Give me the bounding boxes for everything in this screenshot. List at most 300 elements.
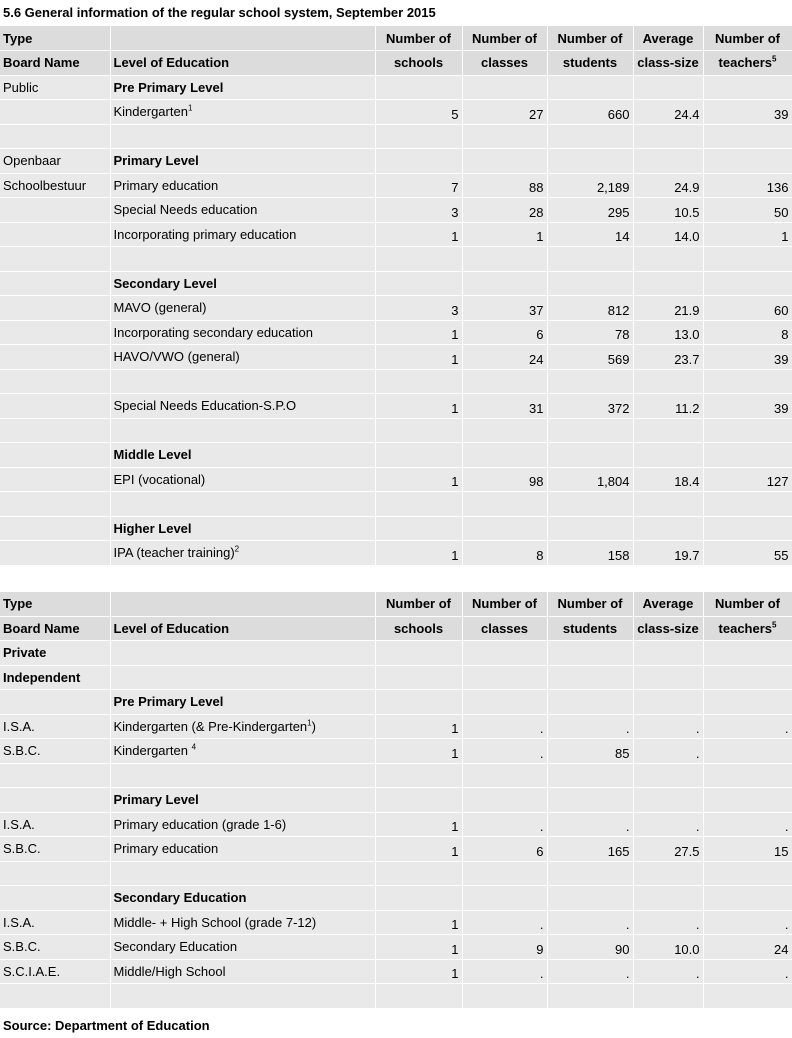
cell-average-class-size: 24.9 [633,173,703,198]
footnote-marker: 4 [191,742,197,752]
cell-average-class-size [633,149,703,174]
cell-average-class-size: . [633,812,703,837]
cell-teachers: 60 [703,296,792,321]
table-row [0,665,792,690]
table-row [0,369,792,394]
cell-schools: 1 [375,541,462,566]
cell-level-of-education [110,369,375,394]
cell-board-name [0,492,110,517]
table-row [0,247,792,272]
cell-average-class-size: 21.9 [633,296,703,321]
cell-schools: 1 [375,959,462,984]
cell-average-class-size [633,492,703,517]
footnote-marker: 2 [234,544,240,554]
cell-teachers: . [703,714,792,739]
header-row-1 [0,26,792,51]
cell-schools [375,788,462,813]
level-label: Incorporating primary education [113,226,297,242]
cell-schools: 1 [375,394,462,419]
cell-level-of-education [110,886,375,911]
header-teachers-footnote: 5 [772,620,777,630]
cell-schools [375,984,462,1009]
cell-schools: 1 [375,812,462,837]
cell-schools: 1 [375,222,462,247]
cell-students: 569 [547,345,633,370]
level-label: Middle Level [113,447,192,463]
cell-schools: 1 [375,714,462,739]
table-row [0,222,792,247]
cell-level-of-education [110,788,375,813]
cell-level-of-education [110,935,375,960]
cell-students: 372 [547,394,633,419]
cell-average-class-size: 11.2 [633,394,703,419]
header-level: Level of Education [110,616,375,641]
cell-students: 295 [547,198,633,223]
table-row [0,394,792,419]
cell-classes [462,763,547,788]
public-table [0,26,792,566]
cell-teachers [703,641,792,666]
cell-average-class-size [633,690,703,715]
cell-board-name [0,418,110,443]
level-label: Kindergarten (& Pre-Kindergarten [113,718,308,734]
header-students-bottom: students [547,51,633,76]
table-row [0,959,792,984]
cell-teachers: 50 [703,198,792,223]
cell-average-class-size: . [633,714,703,739]
cell-classes [462,984,547,1009]
level-label: HAVO/VWO (general) [113,349,240,365]
cell-schools [375,369,462,394]
cell-average-class-size: 24.4 [633,100,703,125]
cell-board-name [0,271,110,296]
level-label: Special Needs Education-S.P.O [113,398,297,414]
cell-schools: 1 [375,739,462,764]
cell-students [547,984,633,1009]
header-avg-bottom: class-size [633,616,703,641]
cell-students [547,516,633,541]
cell-students: . [547,959,633,984]
cell-average-class-size: 27.5 [633,837,703,862]
cell-average-class-size [633,369,703,394]
cell-teachers [703,516,792,541]
cell-students [547,124,633,149]
cell-classes [462,443,547,468]
cell-students: 2,189 [547,173,633,198]
cell-teachers: 55 [703,541,792,566]
cell-level-of-education [110,296,375,321]
header-teachers-top: Number of [703,26,792,51]
table-row [0,541,792,566]
cell-board-name [0,345,110,370]
cell-students: 78 [547,320,633,345]
table-row [0,812,792,837]
header-teachers-footnote: 5 [772,54,777,64]
cell-level-of-education [110,641,375,666]
level-label: Primary Level [113,153,199,169]
cell-students [547,763,633,788]
cell-classes: 31 [462,394,547,419]
cell-classes: 37 [462,296,547,321]
level-label: IPA (teacher training) [113,545,235,561]
header-board-name: Board Name [0,51,110,76]
cell-schools [375,75,462,100]
level-label: Higher Level [113,520,192,536]
cell-classes: . [462,812,547,837]
table-row [0,984,792,1009]
cell-teachers: . [703,910,792,935]
header-row-2 [0,616,792,641]
cell-teachers [703,861,792,886]
cell-schools [375,516,462,541]
tables-container [0,26,792,1009]
cell-average-class-size [633,516,703,541]
cell-schools [375,271,462,296]
cell-average-class-size [633,75,703,100]
cell-level-of-education [110,418,375,443]
page-title: 5.6 General information of the regular school system, September 2015 [3,5,436,20]
cell-teachers [703,443,792,468]
cell-level-of-education [110,516,375,541]
header-teachers-label: teachers [718,55,773,71]
cell-schools: 1 [375,837,462,862]
cell-level-of-education [110,959,375,984]
table-row [0,714,792,739]
cell-teachers [703,984,792,1009]
cell-board-name [0,886,110,911]
table-row [0,75,792,100]
cell-teachers: . [703,959,792,984]
cell-schools [375,690,462,715]
cell-schools: 5 [375,100,462,125]
table-row [0,100,792,125]
table-row [0,296,792,321]
cell-schools [375,665,462,690]
header-teachers-bottom [703,51,792,76]
table-row [0,788,792,813]
level-label: EPI (vocational) [113,471,206,487]
cell-teachers: 39 [703,345,792,370]
cell-teachers [703,492,792,517]
cell-level-of-education [110,492,375,517]
cell-teachers: 8 [703,320,792,345]
cell-schools: 1 [375,910,462,935]
cell-level-of-education [110,247,375,272]
cell-schools: 7 [375,173,462,198]
cell-teachers [703,149,792,174]
cell-teachers [703,247,792,272]
cell-teachers: 24 [703,935,792,960]
header-type: Type [0,26,110,51]
cell-students: 660 [547,100,633,125]
cell-board-name [0,467,110,492]
cell-level-of-education [110,320,375,345]
header-board-name: Board Name [0,616,110,641]
cell-classes [462,641,547,666]
cell-board-name [0,541,110,566]
cell-classes: . [462,739,547,764]
header-students-bottom: students [547,616,633,641]
cell-teachers [703,271,792,296]
table-row [0,124,792,149]
cell-classes [462,369,547,394]
cell-students: . [547,714,633,739]
cell-schools [375,247,462,272]
cell-classes: 9 [462,935,547,960]
header-blank [110,26,375,51]
table-row [0,345,792,370]
cell-level-of-education [110,837,375,862]
source-note: Source: Department of Education [3,1018,210,1033]
cell-classes [462,886,547,911]
table-row [0,641,792,666]
table-row [0,690,792,715]
cell-level-of-education [110,861,375,886]
level-label: Middle- + High School (grade 7-12) [113,914,317,930]
cell-students [547,369,633,394]
cell-level-of-education [110,690,375,715]
table-row [0,320,792,345]
cell-board-name: S.B.C. [0,837,110,862]
table-row [0,467,792,492]
cell-classes [462,516,547,541]
cell-schools: 3 [375,198,462,223]
cell-level-of-education [110,222,375,247]
header-schools-bottom: schools [375,616,462,641]
cell-schools [375,641,462,666]
cell-classes: 98 [462,467,547,492]
cell-schools [375,149,462,174]
header-classes-bottom: classes [462,51,547,76]
table-gap [0,566,792,592]
cell-board-name: S.C.I.A.E. [0,959,110,984]
cell-level-of-education [110,443,375,468]
cell-board-name [0,100,110,125]
cell-level-of-education [110,198,375,223]
cell-teachers: 127 [703,467,792,492]
private-table [0,592,792,1009]
cell-classes [462,665,547,690]
cell-average-class-size [633,984,703,1009]
cell-board-name [0,198,110,223]
cell-schools: 1 [375,935,462,960]
cell-teachers [703,739,792,764]
cell-students: 90 [547,935,633,960]
cell-classes: . [462,959,547,984]
footnote-marker: 1 [187,103,193,113]
level-label: Special Needs education [113,202,258,218]
cell-students: 1,804 [547,467,633,492]
cell-classes [462,861,547,886]
level-label: Primary education (grade 1-6) [113,816,287,832]
level-label: Kindergarten [113,104,188,120]
cell-classes: . [462,714,547,739]
header-schools-top: Number of [375,592,462,617]
header-row-1 [0,592,792,617]
cell-students [547,271,633,296]
header-schools-bottom: schools [375,51,462,76]
cell-schools [375,763,462,788]
cell-level-of-education [110,739,375,764]
cell-average-class-size: 10.5 [633,198,703,223]
cell-classes: . [462,910,547,935]
cell-average-class-size [633,788,703,813]
cell-level-of-education [110,910,375,935]
cell-teachers [703,369,792,394]
cell-board-name: Schoolbestuur [0,173,110,198]
cell-board-name: Public [0,75,110,100]
level-label: Secondary Level [113,275,217,291]
footnote-marker: 1 [307,718,312,728]
cell-teachers [703,886,792,911]
cell-level-of-education [110,394,375,419]
header-teachers-bottom [703,616,792,641]
cell-average-class-size [633,886,703,911]
cell-students: . [547,812,633,837]
cell-board-name [0,861,110,886]
cell-classes [462,247,547,272]
cell-schools: 1 [375,467,462,492]
header-level: Level of Education [110,51,375,76]
cell-average-class-size [633,763,703,788]
cell-board-name [0,369,110,394]
cell-average-class-size: 10.0 [633,935,703,960]
cell-level-of-education [110,124,375,149]
cell-average-class-size [633,418,703,443]
cell-students [547,788,633,813]
table-row [0,198,792,223]
cell-board-name: S.B.C. [0,739,110,764]
cell-students: 812 [547,296,633,321]
cell-board-name [0,394,110,419]
cell-classes [462,788,547,813]
cell-schools [375,492,462,517]
cell-level-of-education [110,714,375,739]
table-row [0,739,792,764]
header-teachers-label: teachers [718,620,773,636]
header-classes-top: Number of [462,592,547,617]
level-label: Primary education [113,841,219,857]
cell-schools [375,886,462,911]
cell-classes [462,492,547,517]
cell-teachers: 39 [703,100,792,125]
cell-board-name [0,788,110,813]
level-label: Pre Primary Level [113,694,224,710]
cell-board-name [0,690,110,715]
cell-teachers [703,75,792,100]
cell-average-class-size [633,665,703,690]
cell-students [547,247,633,272]
cell-classes: 8 [462,541,547,566]
cell-classes: 24 [462,345,547,370]
cell-board-name [0,763,110,788]
table-row [0,763,792,788]
table-row [0,271,792,296]
cell-level-of-education [110,467,375,492]
level-label: Secondary Education [113,890,247,906]
cell-teachers: . [703,812,792,837]
cell-board-name: I.S.A. [0,910,110,935]
table-row [0,886,792,911]
header-students-top: Number of [547,592,633,617]
cell-schools: 3 [375,296,462,321]
cell-classes [462,149,547,174]
cell-students [547,418,633,443]
cell-average-class-size [633,124,703,149]
cell-board-name [0,247,110,272]
cell-board-name: Independent [0,665,110,690]
cell-level-of-education [110,763,375,788]
cell-students [547,492,633,517]
header-students-top: Number of [547,26,633,51]
cell-students: 14 [547,222,633,247]
cell-students: 165 [547,837,633,862]
cell-classes: 1 [462,222,547,247]
cell-students [547,886,633,911]
cell-average-class-size [633,641,703,666]
level-label: Incorporating secondary education [113,324,313,340]
cell-classes [462,690,547,715]
header-classes-top: Number of [462,26,547,51]
cell-teachers [703,763,792,788]
header-classes-bottom: classes [462,616,547,641]
level-label: MAVO (general) [113,300,207,316]
cell-schools [375,418,462,443]
cell-level-of-education [110,665,375,690]
cell-average-class-size: . [633,959,703,984]
cell-classes [462,271,547,296]
cell-teachers [703,418,792,443]
cell-average-class-size [633,247,703,272]
cell-board-name: I.S.A. [0,714,110,739]
cell-schools [375,443,462,468]
cell-board-name: Openbaar [0,149,110,174]
cell-teachers [703,665,792,690]
cell-board-name [0,320,110,345]
cell-classes: 28 [462,198,547,223]
table-row [0,837,792,862]
level-label: Secondary Education [113,939,238,955]
level-label-suffix: ) [311,718,316,734]
cell-level-of-education [110,984,375,1009]
table-row [0,149,792,174]
cell-teachers [703,124,792,149]
cell-average-class-size: . [633,739,703,764]
cell-board-name [0,124,110,149]
cell-board-name [0,222,110,247]
header-row-2 [0,51,792,76]
cell-average-class-size [633,861,703,886]
cell-teachers [703,690,792,715]
cell-classes: 88 [462,173,547,198]
header-avg-top: Average [633,592,703,617]
table-row [0,173,792,198]
table-row [0,443,792,468]
cell-schools [375,124,462,149]
table-row [0,935,792,960]
cell-classes [462,418,547,443]
table-row [0,516,792,541]
cell-average-class-size: 14.0 [633,222,703,247]
cell-students [547,149,633,174]
cell-board-name [0,296,110,321]
cell-students: 158 [547,541,633,566]
cell-level-of-education [110,75,375,100]
cell-average-class-size [633,271,703,296]
cell-level-of-education [110,100,375,125]
cell-students [547,690,633,715]
cell-level-of-education [110,541,375,566]
